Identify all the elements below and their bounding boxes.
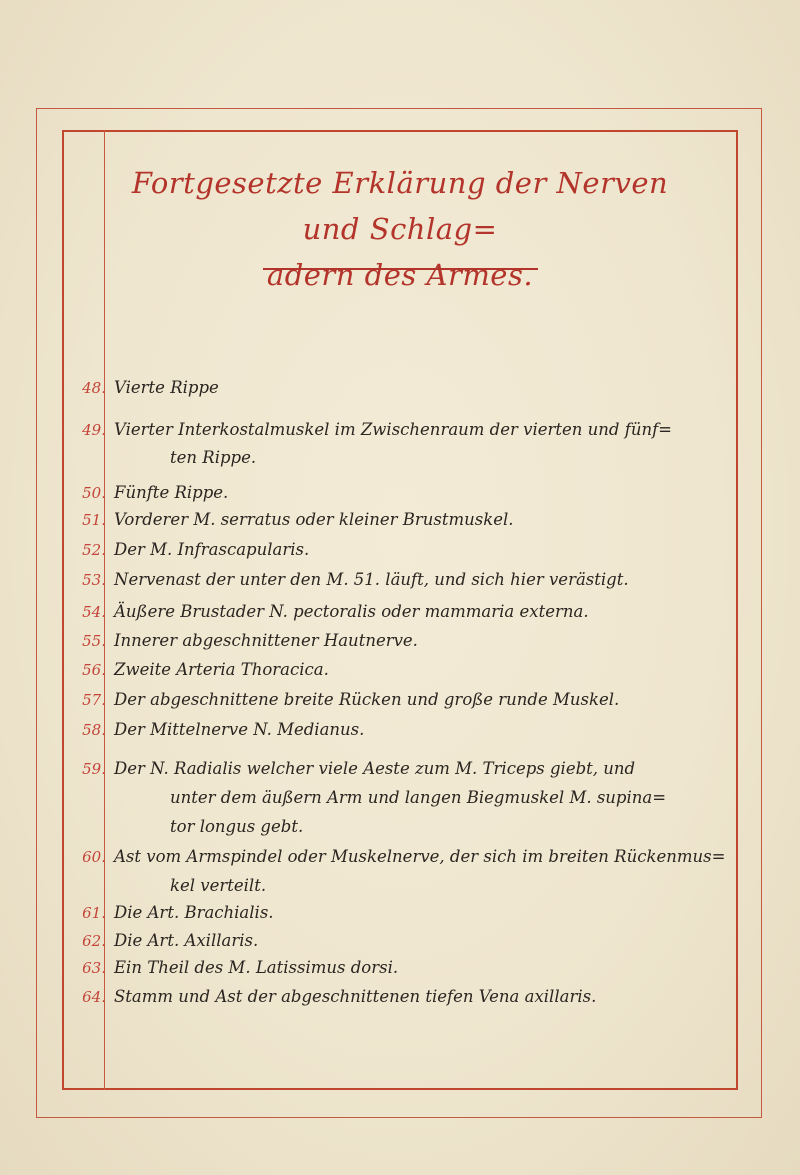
- list-item: [0, 686, 800, 714]
- entry-text: Äußere Brustader N. pectoralis oder mammaria externa.: [114, 602, 589, 621]
- entry-text: Der abgeschnittene breite Rücken und große runde Muskel.: [114, 690, 620, 709]
- entry-number: 51.: [82, 511, 106, 529]
- entry-number: 58.: [82, 721, 106, 739]
- entry-number: 57.: [82, 691, 106, 709]
- list-item: [0, 755, 800, 783]
- entry-number: 50.: [82, 484, 106, 502]
- list-item: [0, 566, 800, 594]
- entry-text: Der M. Infrascapularis.: [114, 540, 310, 559]
- entry-number: 49.: [82, 421, 106, 439]
- list-item: [0, 627, 800, 655]
- entry-number: 60.: [82, 848, 106, 866]
- entry-text: unter dem äußern Arm und langen Biegmuskel M. supina=: [170, 788, 667, 807]
- list-item: [0, 656, 800, 684]
- list-item: [0, 843, 800, 871]
- entry-number: 61.: [82, 904, 106, 922]
- entry-text: Der Mittelnerve N. Medianus.: [114, 720, 365, 739]
- entry-text: Vierter Interkostalmuskel im Zwischenraum der vierten und fünf=: [114, 420, 673, 439]
- entry-text: Zweite Arteria Thoracica.: [114, 660, 329, 679]
- list-item: [0, 479, 800, 507]
- list-item: [0, 927, 800, 955]
- entry-text: Der N. Radialis welcher viele Aeste zum M. Triceps giebt, und: [114, 759, 636, 778]
- list-item: [0, 536, 800, 564]
- list-item: [0, 598, 800, 626]
- entry-number: 64.: [82, 988, 106, 1006]
- page-title: [110, 160, 690, 298]
- entry-number: 55.: [82, 632, 106, 650]
- list-item-continuation: [0, 444, 800, 472]
- entry-text: Nervenast der unter den M. 51. läuft, und sich hier verästigt.: [114, 570, 629, 589]
- entry-text: Stamm und Ast der abgeschnittenen tiefen Vena axillaris.: [114, 987, 597, 1006]
- entry-text: Die Art. Axillaris.: [114, 931, 259, 950]
- entry-number: 54.: [82, 603, 106, 621]
- list-item: [0, 374, 800, 402]
- entry-text: Die Art. Brachialis.: [114, 903, 274, 922]
- list-item-continuation: [0, 784, 800, 812]
- list-item: [0, 899, 800, 927]
- title-line-2: adern des Armes.: [266, 258, 534, 292]
- entry-number: 53.: [82, 571, 106, 589]
- list-item: [0, 983, 800, 1011]
- list-item: [0, 416, 800, 444]
- entry-number: 48.: [82, 379, 106, 397]
- entry-text: Ast vom Armspindel oder Muskelnerve, der sich im breiten Rückenmus=: [114, 847, 726, 866]
- title-line-1: Fortgesetzte Erklärung der Nerven und Schlag=: [131, 166, 669, 246]
- list-item: [0, 506, 800, 534]
- title-underline: [263, 268, 538, 270]
- entry-text: tor longus gebt.: [170, 817, 304, 836]
- entry-text: ten Rippe.: [170, 448, 257, 467]
- list-item-continuation: [0, 813, 800, 841]
- entry-text: kel verteilt.: [170, 876, 267, 895]
- list-item-continuation: [0, 872, 800, 900]
- entry-text: Innerer abgeschnittener Hautnerve.: [114, 631, 418, 650]
- entry-number: 63.: [82, 959, 106, 977]
- entry-number: 56.: [82, 661, 106, 679]
- entry-number: 62.: [82, 932, 106, 950]
- entry-text: Vierte Rippe: [114, 378, 219, 397]
- entry-number: 52.: [82, 541, 106, 559]
- entry-text: Fünfte Rippe.: [114, 483, 229, 502]
- entry-text: Ein Theil des M. Latissimus dorsi.: [114, 958, 399, 977]
- list-item: [0, 716, 800, 744]
- list-item: [0, 954, 800, 982]
- entry-text: Vorderer M. serratus oder kleiner Brustmuskel.: [114, 510, 514, 529]
- entry-number: 59.: [82, 760, 106, 778]
